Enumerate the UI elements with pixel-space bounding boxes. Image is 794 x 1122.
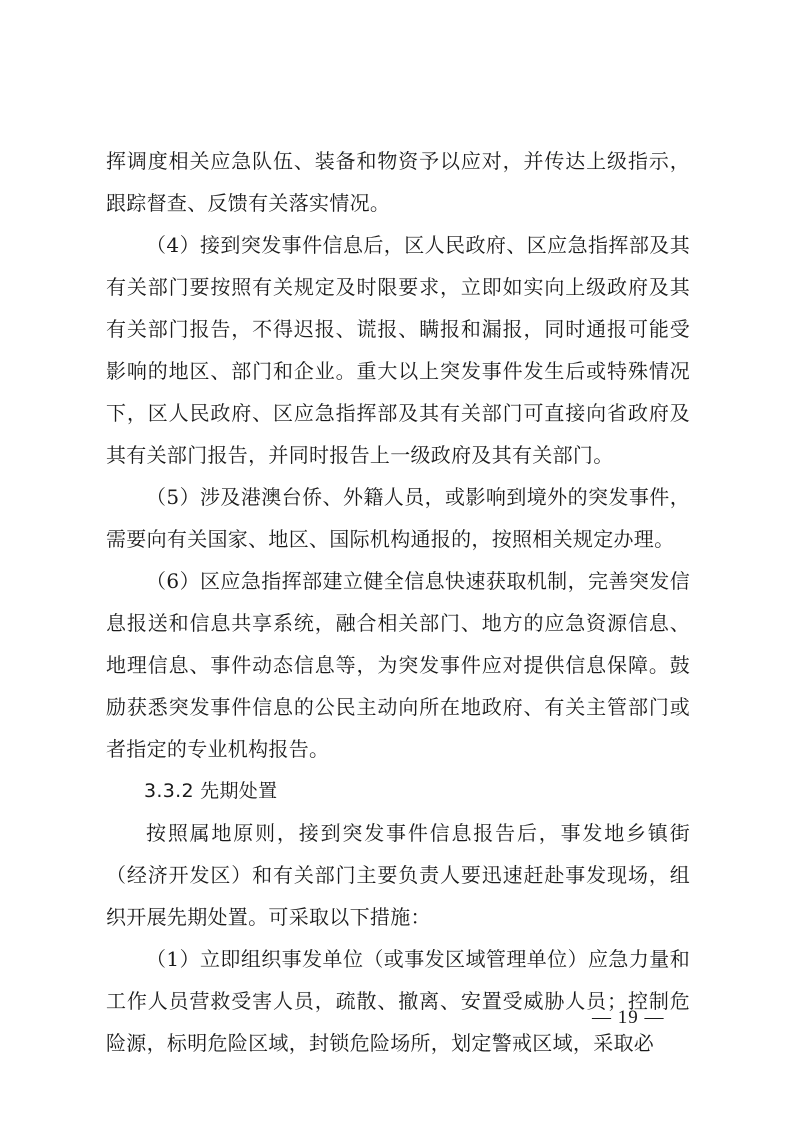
paragraph-continuation: 挥调度相关应急队伍、装备和物资予以应对，并传达上级指示，跟踪督查、反馈有关落实情况。 [106, 149, 690, 215]
section-heading: 3.3.2 先期处置 [144, 780, 278, 802]
paragraph-measure-1: （1）立即组织事发单位（或事发区域管理单位）应急力量和工作人员营救受害人员，疏散、撤离、安置受威胁人员；控制危险源，标明危险区域，封锁危险场所，划定警戒区域，采取必 [106, 947, 690, 1055]
paragraph-item-6: （6）区应急指挥部建立健全信息快速获取机制，完善突发信息报送和信息共享系统，融合相关部门、地方的应急资源信息、地理信息、事件动态信息等，为突发事件应对提供信息保障。鼓励获悉突发事件信息的公民主动向所在地政府、有关主管部门或者指定的专业机构报告。 [106, 569, 690, 761]
body-text [106, 140, 690, 1064]
page-number: — 19 — [592, 1007, 665, 1028]
paragraph-item-4: （4）接到突发事件信息后，区人民政府、区应急指挥部及其有关部门要按照有关规定及时限要求，立即如实向上级政府及其有关部门报告，不得迟报、谎报、瞒报和漏报，同时通报可能受影响的地区、部门和企业。重大以上突发事件发生后或特殊情况下，区人民政府、区应急指挥部及其有关部门可直接向省政府及其有关部门报告，并同时报告上一级政府及其有关部门。 [106, 233, 690, 467]
paragraph-item-5: （5）涉及港澳台侨、外籍人员，或影响到境外的突发事件，需要向有关国家、地区、国际机构通报的，按照相关规定办理。 [106, 485, 690, 551]
paragraph-intro: 按照属地原则，接到突发事件信息报告后，事发地乡镇街（经济开发区）和有关部门主要负责人要迅速赶赴事发现场，组织开展先期处置。可采取以下措施： [106, 821, 690, 929]
